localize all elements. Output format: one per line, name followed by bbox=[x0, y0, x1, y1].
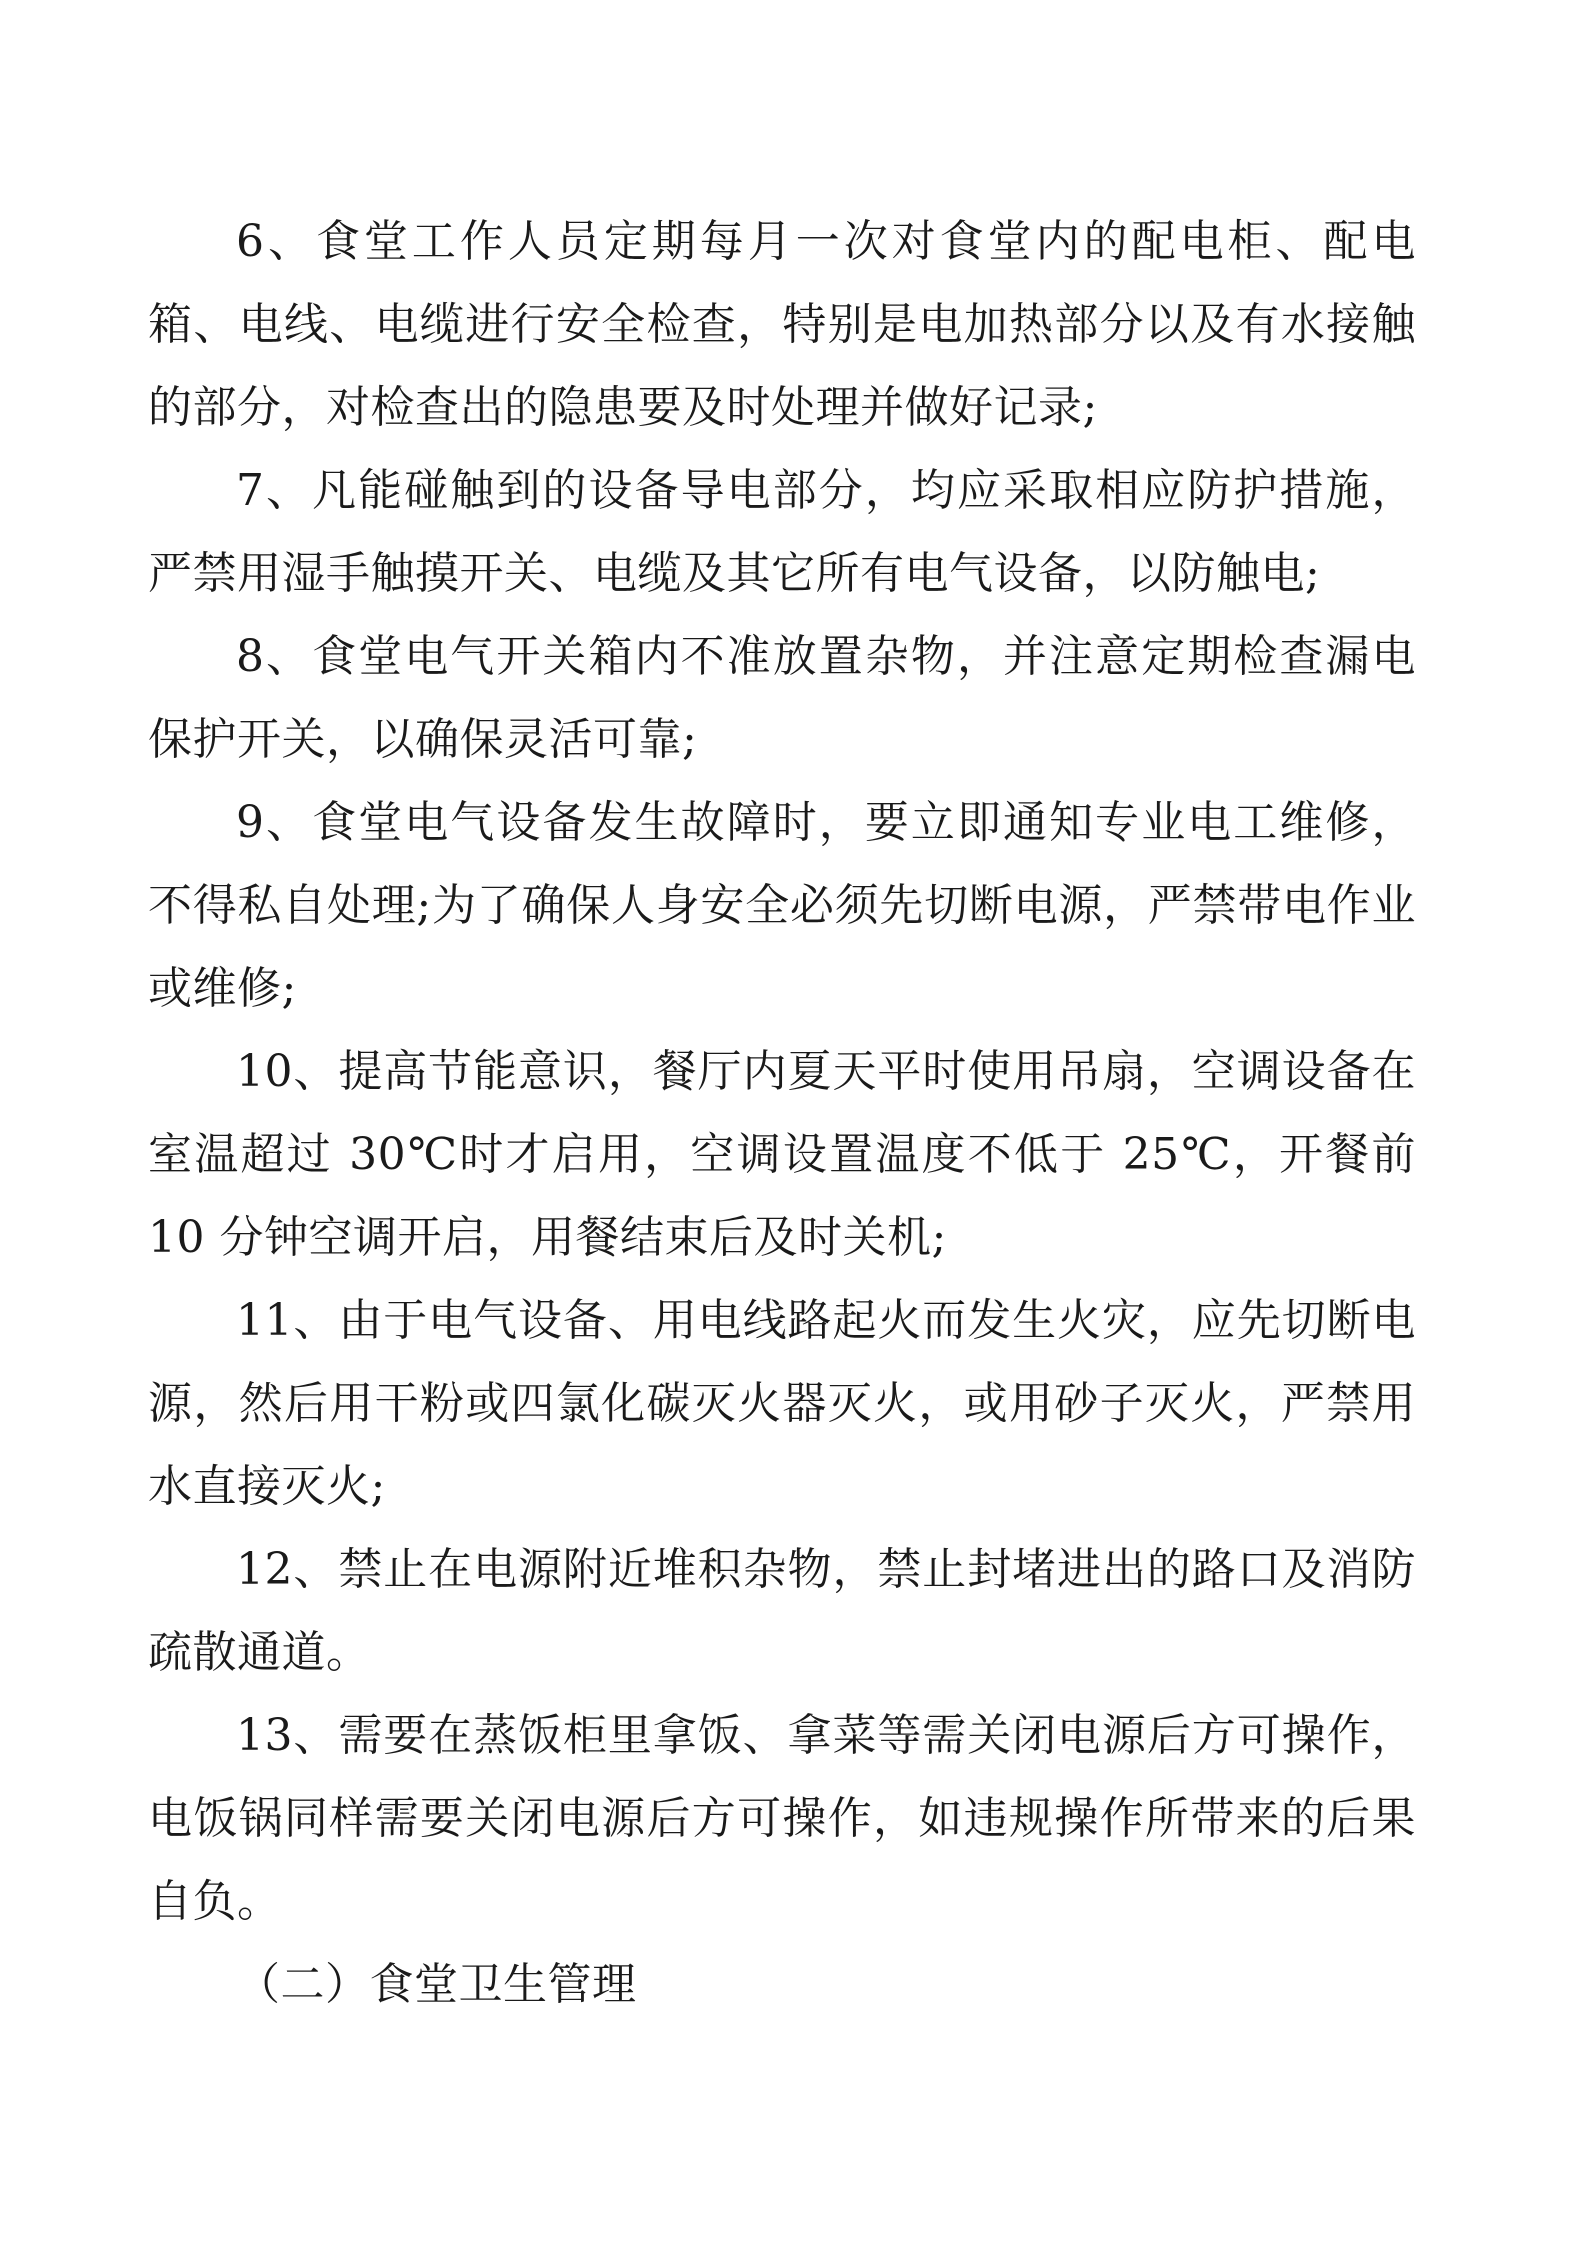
paragraph-8: 8、食堂电气开关箱内不准放置杂物，并注意定期检查漏电保护开关，以确保灵活可靠; bbox=[148, 631, 1416, 765]
paragraph-6: 6、食堂工作人员定期每月一次对食堂内的配电柜、配电箱、电线、电缆进行安全检查，特别是电加热部分以及有水接触的部分，对检查出的隐患要及时处理并做好记录; bbox=[148, 216, 1416, 433]
paragraph-7: 7、凡能碰触到的设备导电部分，均应采取相应防护措施，严禁用湿手触摸开关、电缆及其它所有电气设备，以防触电; bbox=[148, 465, 1416, 599]
paragraph-10: 10、提高节能意识，餐厅内夏天平时使用吊扇，空调设备在室温超过 30℃时才启用，空调设置温度不低于 25℃，开餐前 10 分钟空调开启，用餐结束后及时关机; bbox=[148, 1046, 1416, 1263]
paragraph-9: 9、食堂电气设备发生故障时，要立即通知专业电工维修，不得私自处理;为了确保人身安全必须先切断电源，严禁带电作业或维修; bbox=[148, 797, 1416, 1014]
paragraph-11: 11、由于电气设备、用电线路起火而发生火灾，应先切断电源，然后用干粉或四氯化碳灭火器灭火，或用砂子灭火，严禁用水直接灭火; bbox=[148, 1295, 1416, 1512]
paragraph-13: 13、需要在蒸饭柜里拿饭、拿菜等需关闭电源后方可操作，电饭锅同样需要关闭电源后方可操作，如违规操作所带来的后果自负。 bbox=[148, 1710, 1416, 1927]
section-heading: （二）食堂卫生管理 bbox=[236, 1959, 637, 2010]
paragraph-12: 12、禁止在电源附近堆积杂物，禁止封堵进出的路口及消防疏散通道。 bbox=[148, 1544, 1416, 1678]
document-body bbox=[148, 200, 1416, 2026]
